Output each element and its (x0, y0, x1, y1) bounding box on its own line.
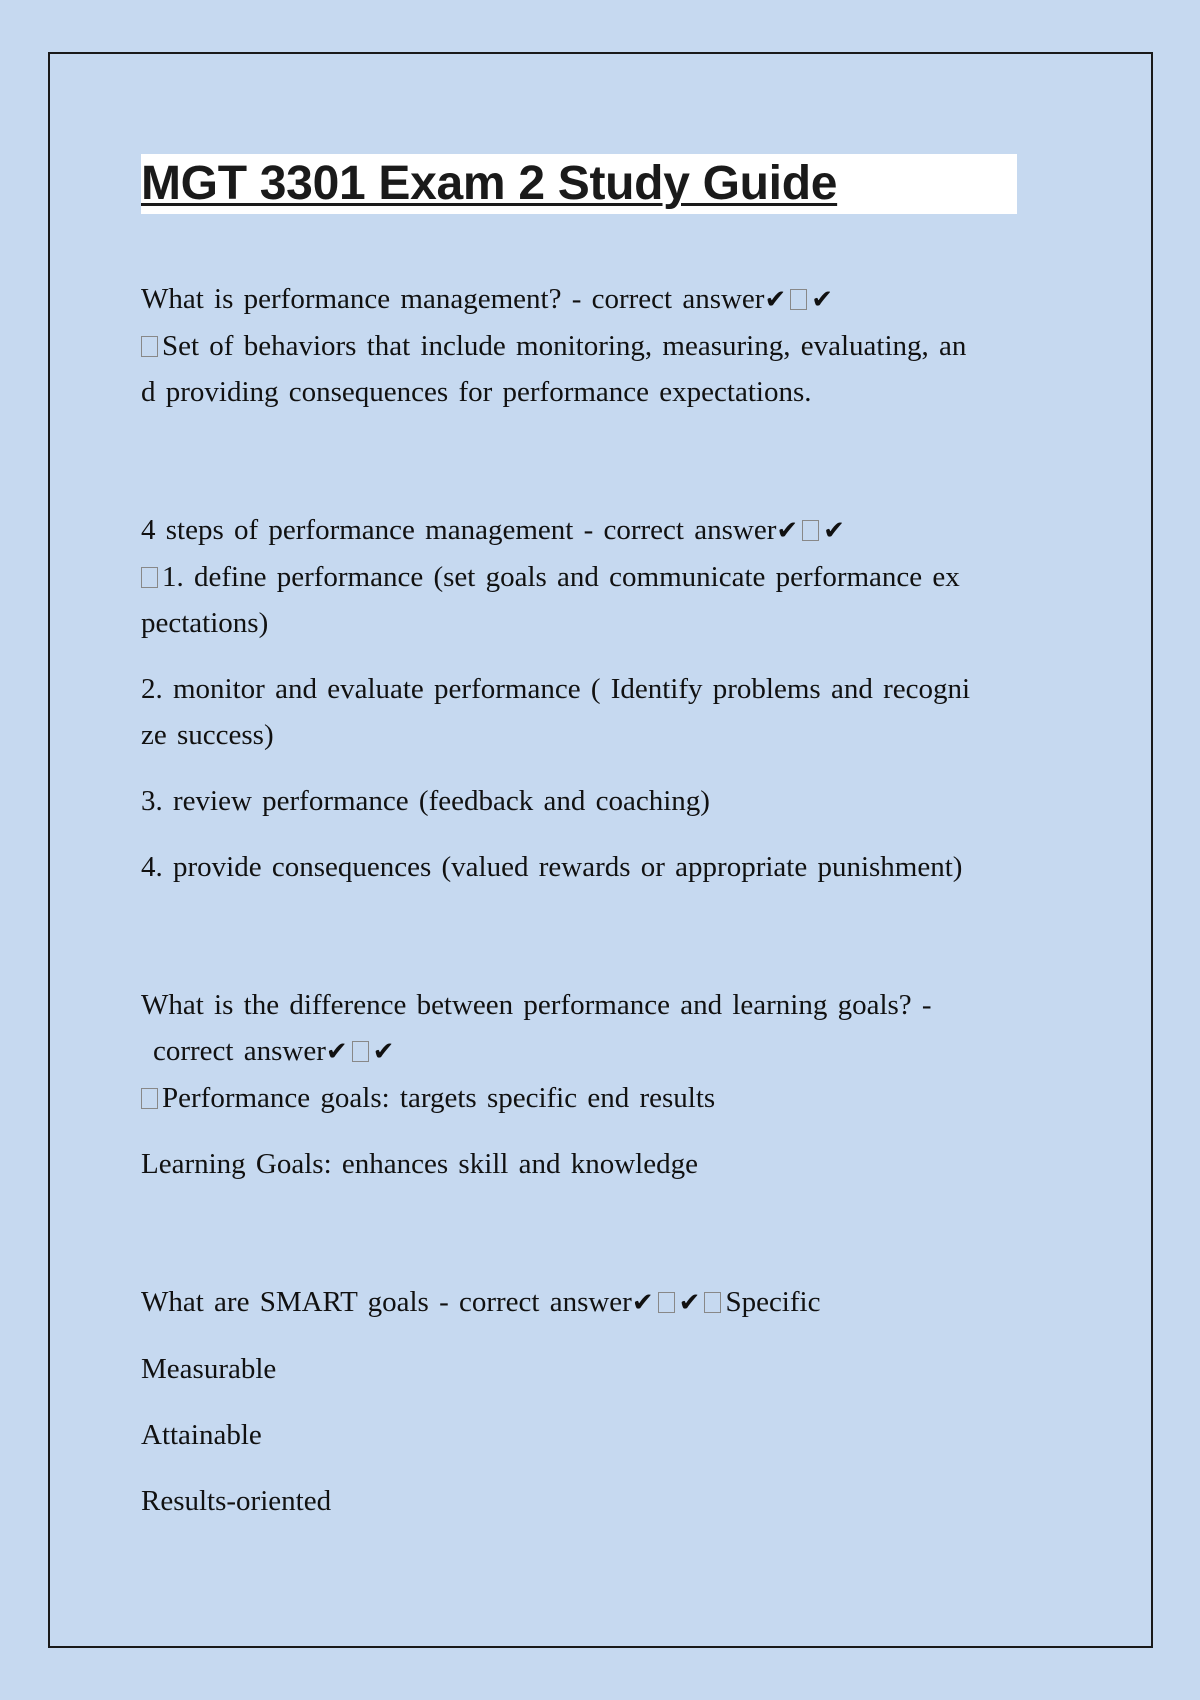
qa-block-performance-management (141, 276, 1061, 415)
missing-glyph-icon (658, 1292, 675, 1313)
missing-glyph-icon (141, 567, 158, 588)
list-item: Results-oriented (141, 1485, 332, 1517)
question-continued: correct answer✔ ✔ (153, 1035, 395, 1067)
step-line: 2. monitor and evaluate performance ( Identify problems and recogni (141, 673, 971, 705)
missing-glyph-icon (352, 1041, 369, 1062)
question: What is performance management? - correct answer✔ ✔ (141, 283, 834, 315)
document-body (141, 154, 1061, 1524)
check-icon: ✔ (823, 516, 845, 546)
qa-block-four-steps (141, 507, 1061, 890)
page-title: MGT 3301 Exam 2 Study Guide (141, 157, 838, 210)
step-line: pectations) (141, 607, 269, 639)
missing-glyph-icon (704, 1292, 721, 1313)
step-line: 1. define performance (set goals and communicate performance ex (141, 554, 1061, 600)
answer-line: Set of behaviors that include monitoring, measuring, evaluating, an (141, 323, 1061, 369)
check-icon: ✔ (678, 1288, 701, 1318)
question: What is the difference between performance and learning goals? - (141, 989, 932, 1021)
check-icon: ✔ (764, 285, 787, 315)
check-icon: ✔ (776, 516, 799, 546)
missing-glyph-icon (802, 520, 819, 541)
title-band (141, 154, 1017, 214)
missing-glyph-icon (141, 1088, 158, 1109)
list-item: Attainable (141, 1419, 262, 1451)
check-icon: ✔ (325, 1037, 348, 1067)
answer-line: Learning Goals: enhances skill and knowledge (141, 1148, 698, 1180)
question: What are SMART goals - correct answer✔ ✔ Specific (141, 1286, 821, 1318)
missing-glyph-icon (790, 289, 807, 310)
step-line: ze success) (141, 719, 274, 751)
missing-glyph-icon (141, 336, 158, 357)
answer-line: Performance goals: targets specific end results (141, 1075, 1061, 1121)
answer-line: d providing consequences for performance expectations. (141, 376, 812, 408)
qa-block-smart-goals (141, 1279, 1061, 1524)
question: 4 steps of performance management - correct answer✔ ✔ (141, 514, 845, 546)
list-item: Measurable (141, 1353, 277, 1385)
check-icon: ✔ (631, 1288, 654, 1318)
step-line: 4. provide consequences (valued rewards or appropriate punishment) (141, 851, 963, 883)
check-icon: ✔ (811, 285, 834, 315)
step-line: 3. review performance (feedback and coaching) (141, 785, 710, 817)
qa-block-performance-vs-learning (141, 982, 1061, 1187)
check-icon: ✔ (372, 1037, 395, 1067)
